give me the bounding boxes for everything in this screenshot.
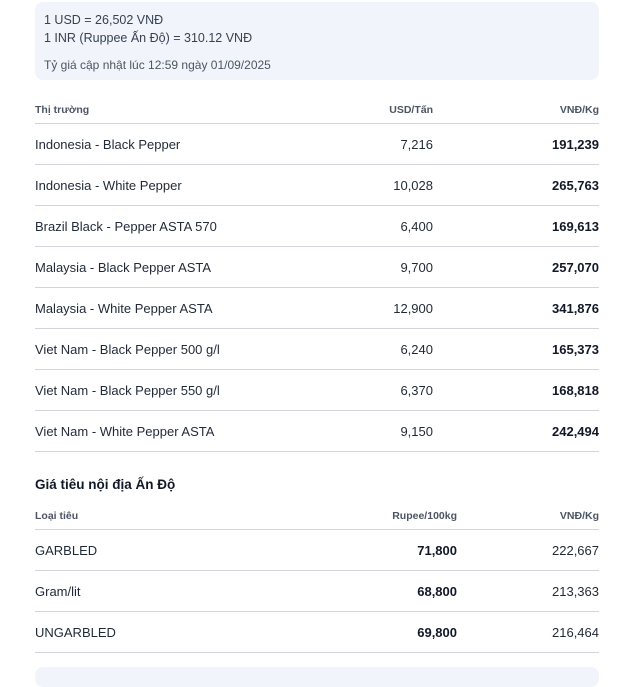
- cell-type: Gram/lit: [35, 571, 335, 612]
- rate-update-time: Tỷ giá cập nhật lúc 12:59 ngày 01/09/2025: [44, 58, 271, 72]
- cell-vnd: 257,070: [433, 247, 599, 288]
- cell-market: Viet Nam - White Pepper ASTA: [35, 411, 335, 452]
- cell-vnd: 169,613: [433, 206, 599, 247]
- cell-vnd: 265,763: [433, 165, 599, 206]
- inr-rate: 1 INR (Ruppee Ấn Độ) = 310.12 VNĐ: [44, 31, 253, 45]
- cell-market: Viet Nam - Black Pepper 500 g/l: [35, 329, 335, 370]
- cell-vnd: 191,239: [433, 124, 599, 165]
- cell-market: Viet Nam - Black Pepper 550 g/l: [35, 370, 335, 411]
- cell-vnd: 168,818: [433, 370, 599, 411]
- column-header-pepper-type: Loại tiêu: [35, 503, 335, 530]
- cell-rupee: 68,800: [335, 571, 457, 612]
- cell-market: Indonesia - Black Pepper: [35, 124, 335, 165]
- cell-vnd: 242,494: [433, 411, 599, 452]
- table-row: [35, 612, 599, 653]
- next-info-box: [35, 667, 599, 687]
- cell-market: Indonesia - White Pepper: [35, 165, 335, 206]
- table-row: [35, 165, 599, 206]
- cell-rupee: 69,800: [335, 612, 457, 653]
- cell-vnd: 213,363: [457, 571, 599, 612]
- usd-rate: 1 USD = 26,502 VNĐ: [44, 13, 164, 27]
- international-pepper-price-table: [35, 97, 599, 452]
- cell-type: UNGARBLED: [35, 612, 335, 653]
- cell-type: GARBLED: [35, 530, 335, 571]
- cell-market: Brazil Black - Pepper ASTA 570: [35, 206, 335, 247]
- column-header-usd-per-ton: USD/Tấn: [335, 97, 433, 124]
- cell-usd: 10,028: [335, 165, 433, 206]
- cell-usd: 6,240: [335, 329, 433, 370]
- cell-usd: 7,216: [335, 124, 433, 165]
- column-header-rupee-per-100kg: Rupee/100kg: [335, 503, 457, 530]
- cell-vnd: 341,876: [433, 288, 599, 329]
- table-row: [35, 411, 599, 452]
- table-row: [35, 571, 599, 612]
- table-row: [35, 124, 599, 165]
- cell-usd: 9,700: [335, 247, 433, 288]
- exchange-rate-box: [35, 2, 599, 80]
- cell-rupee: 71,800: [335, 530, 457, 571]
- cell-usd: 9,150: [335, 411, 433, 452]
- cell-usd: 6,400: [335, 206, 433, 247]
- cell-vnd: 165,373: [433, 329, 599, 370]
- india-domestic-pepper-price-table: [35, 503, 599, 653]
- column-header-market: Thị trường: [35, 97, 335, 124]
- cell-vnd: 222,667: [457, 530, 599, 571]
- table-row: [35, 370, 599, 411]
- cell-usd: 12,900: [335, 288, 433, 329]
- cell-market: Malaysia - Black Pepper ASTA: [35, 247, 335, 288]
- column-header-vnd-per-kg: VNĐ/Kg: [433, 97, 599, 124]
- cell-vnd: 216,464: [457, 612, 599, 653]
- table-row: [35, 530, 599, 571]
- column-header-vnd-per-kg: VNĐ/Kg: [457, 503, 599, 530]
- table-row: [35, 288, 599, 329]
- cell-market: Malaysia - White Pepper ASTA: [35, 288, 335, 329]
- table-row: [35, 206, 599, 247]
- table-header-row: [35, 503, 599, 530]
- india-section-title: Giá tiêu nội địa Ấn Độ: [35, 477, 176, 492]
- table-row: [35, 329, 599, 370]
- cell-usd: 6,370: [335, 370, 433, 411]
- table-row: [35, 247, 599, 288]
- table-header-row: [35, 97, 599, 124]
